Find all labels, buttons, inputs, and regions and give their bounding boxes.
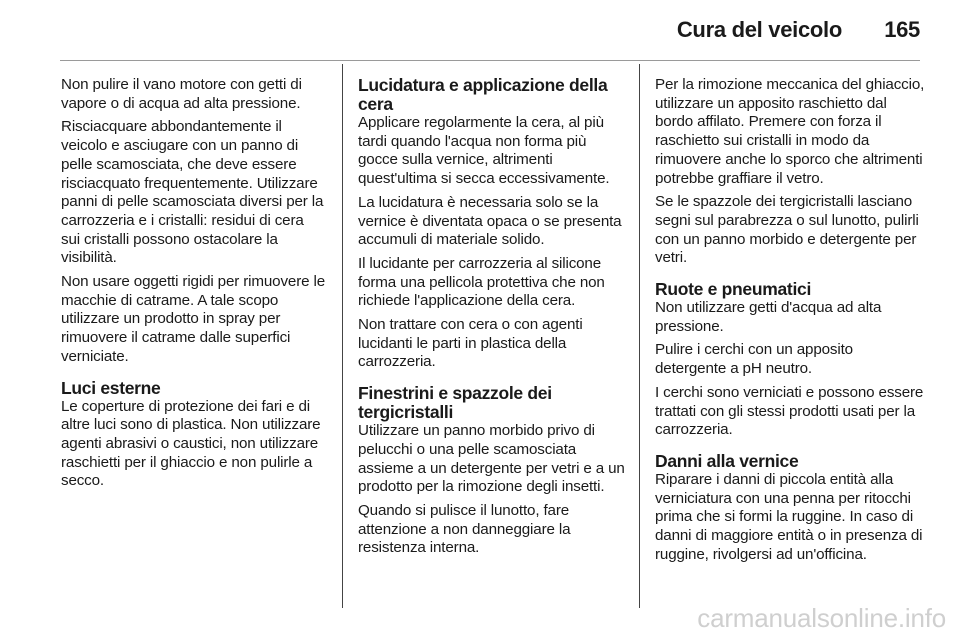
paragraph: Quando si pulisce il lunotto, fare attenzione a non danneggiare la resistenza interna. — [358, 501, 571, 557]
paragraph: Le coperture di protezione dei fari e di altre luci sono di plastica. Non utilizzare agenti abrasivi o caustici, non utilizzare raschietti per il ghiaccio e non pulirle a secco. — [61, 397, 321, 490]
page-number: 165 — [884, 17, 920, 42]
paragraph: Non utilizzare getti d'acqua ad alta pressione. — [655, 299, 882, 335]
text-column-2 — [358, 76, 626, 563]
paragraph: Per la rimozione meccanica del ghiaccio, utilizzare un apposito raschietto dal bordo affilato. Premere con forza il raschietto sui cristalli in modo da rimuovere anche lo sporco che altrimenti potrebbe graffiare il vetro. — [655, 76, 925, 187]
paragraph: Pulire i cerchi con un apposito detergente a pH neutro. — [655, 341, 853, 378]
paragraph: Riparare i danni di piccola entità alla verniciatura con una penna per ritocchi prima che si formi la ruggine. In caso di danni di maggiore entità o in presenza di ruggine, rivolgersi ad un'officina. — [655, 470, 923, 563]
text-column-3 — [655, 76, 925, 569]
column-divider — [639, 64, 640, 608]
header-rule — [60, 60, 920, 61]
page-header — [0, 0, 960, 62]
section-heading: Lucidatura e applicazione della cera — [358, 75, 608, 114]
column-divider — [342, 64, 343, 608]
paragraph: La lucidatura è necessaria solo se la vernice è diventata opaca o se presenta accumuli di materiale solido. — [358, 193, 622, 249]
paragraph: Non trattare con cera o con agenti lucidanti le parti in plastica della carrozzeria. — [358, 316, 583, 371]
section-heading: Danni alla vernice — [655, 450, 799, 471]
paragraph: Il lucidante per carrozzeria al silicone forma una pellicola protettiva che non richiede l'applicazione della cera. — [358, 254, 605, 310]
paragraph: Applicare regolarmente la cera, al più tardi quando l'acqua non forma più gocce sulla vernice, altrimenti quest'ultima si secca eccessivamente. — [358, 114, 610, 188]
section-heading: Luci esterne — [61, 377, 161, 398]
watermark-text: carmanualsonline.info — [697, 603, 946, 633]
paragraph: Utilizzare un panno morbido privo di pelucchi o una pelle scamosciata assieme a un detergente per vetri e a un prodotto per la rimozione degli insetti. — [358, 422, 625, 496]
paragraph: Non usare oggetti rigidi per rimuovere le macchie di catrame. A tale scopo utilizzare un prodotto in spray per rimuovere il catrame dalle superfici verniciate. — [61, 273, 325, 365]
page-title: Cura del veicolo — [676, 17, 842, 42]
section-heading: Finestrini e spazzole dei tergicristalli — [358, 383, 552, 423]
paragraph: Se le spazzole dei tergicristalli lasciano segni sul parabrezza o sul lunotto, pulirli con un panno morbido e detergente per vetri. — [655, 193, 919, 267]
paragraph: I cerchi sono verniciati e possono essere trattati con gli stessi prodotti usati per la carrozzeria. — [655, 383, 924, 439]
paragraph: Risciacquare abbondantemente il veicolo e asciugare con un panno di pelle scamosciata, che deve essere risciacquato frequentemente. Utilizzare panni di pelle scamosciata diversi per la carrozzeria e i cristalli: residui di cera sui cristalli possono ostacolare la visibilità. — [61, 118, 324, 267]
paragraph: Non pulire il vano motore con getti di vapore o di acqua ad alta pressione. — [61, 76, 302, 112]
section-heading: Ruote e pneumatici — [655, 279, 812, 300]
text-column-1 — [61, 76, 326, 496]
